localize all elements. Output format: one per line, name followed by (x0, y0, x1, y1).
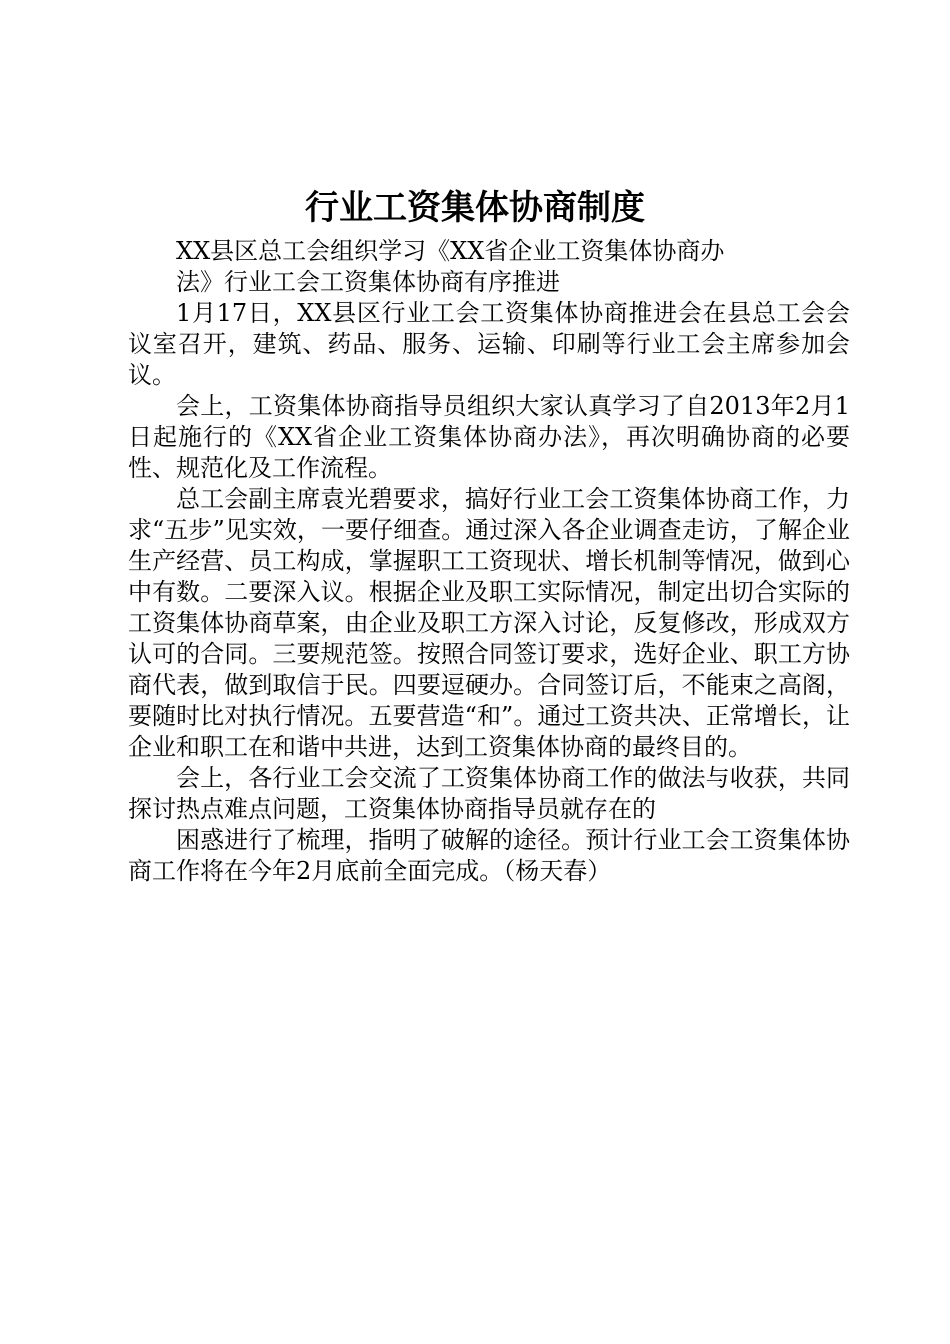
subtitle-line-2: 法》行业工会工资集体协商有序推进 (176, 268, 560, 296)
subtitle-line-1: XX县区总工会组织学习《XX省企业工资集体协商办 (176, 237, 725, 265)
document-title: 行业工资集体协商制度 (305, 188, 645, 228)
paragraph-study: 会上，工资集体协商指导员组织大家认真学习了自2013年2月1日起施行的《XX省企业工资集体协商办法》，再次明确协商的必要性、规范化及工作流程。 (128, 392, 850, 482)
paragraph-meeting: 1月17日，XX县区行业工会工资集体协商推进会在县总工会会议室召开，建筑、药品、服务、运输、印刷等行业工会主席参加会议。 (128, 299, 850, 389)
paragraph-exchange: 会上，各行业工会交流了工资集体协商工作的做法与收获，共同探讨热点难点问题，工资集体协商指导员就存在的 (128, 764, 850, 823)
document-body (128, 236, 850, 887)
paragraph-conclusion: 困惑进行了梳理，指明了破解的途径。预计行业工会工资集体协商工作将在今年2月底前全面完成。（杨天春） (128, 826, 850, 885)
paragraph-five-steps: 总工会副主席袁光碧要求，搞好行业工会工资集体协商工作，力求“五步”见实效，一要仔细查。通过深入各企业调查走访，了解企业生产经营、员工构成，掌握职工工资现状、增长机制等情况，做到心中有数。二要深入议。根据企业及职工实际情况，制定出切合实际的工资集体协商草案，由企业及职工方深入讨论，反复修改，形成双方认可的合同。三要规范签。按照合同签订要求，选好企业、职工方协商代表，做到取信于民。四要逗硬办。合同签订后，不能束之高阁，要随时比对执行情况。五要营造“和”。通过工资共决、正常增长，让企业和职工在和谐中共进，达到工资集体协商的最终目的。 (128, 485, 850, 761)
